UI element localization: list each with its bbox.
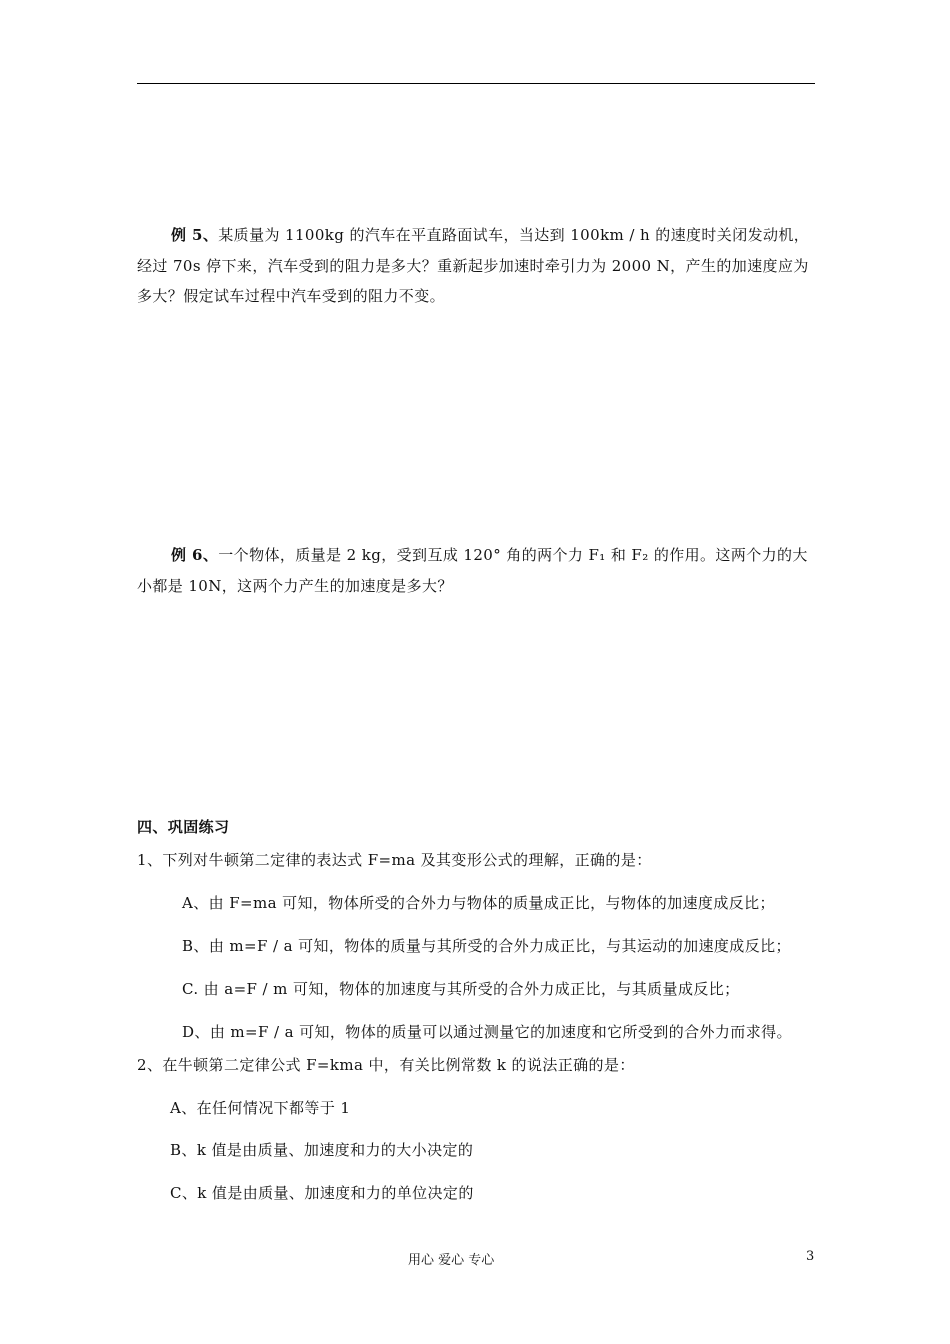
footer-slogan: 用心 爱心 专心: [408, 1253, 495, 1268]
question-1-option-c: C. 由 a=F / m 可知，物体的加速度与其所受的合外力成正比，与其质量成反比；: [182, 980, 740, 998]
page-number: 3: [806, 1249, 815, 1264]
header-rule: [137, 83, 815, 84]
question-2-stem: 2、在牛顿第二定律公式 F=kma 中，有关比例常数 k 的说法正确的是：: [137, 1056, 635, 1074]
example-6: [137, 540, 817, 601]
question-1-option-b: B、由 m=F / a 可知，物体的质量与其所受的合外力成正比，与其运动的加速度成反比；: [182, 937, 791, 955]
example-5-text: 某质量为 1100kg 的汽车在平直路面试车，当达到 100km / h 的速度时关闭发动机，经过 70s 停下来，汽车受到的阻力是多大？重新起步加速时牵引力为 2000 N，产生的加速度应为多大？假定试车过程中汽车受到的阻力不变。: [137, 226, 810, 305]
example-6-text: 一个物体，质量是 2 kg，受到互成 120° 角的两个力 F₁ 和 F₂ 的作用。这两个力的大小都是 10N，这两个力产生的加速度是多大？: [137, 546, 808, 595]
question-2-option-c: C、k 值是由质量、加速度和力的单位决定的: [170, 1184, 474, 1202]
question-1-stem: 1、下列对牛顿第二定律的表达式 F=ma 及其变形公式的理解，正确的是：: [137, 851, 652, 869]
example-5-label: 例 5、: [171, 226, 219, 244]
section-heading: 四、巩固练习: [137, 818, 230, 836]
example-5: [137, 220, 817, 312]
question-1-option-a: A、由 F=ma 可知，物体所受的合外力与物体的质量成正比，与物体的加速度成反比；: [182, 894, 775, 912]
example-6-label: 例 6、: [171, 546, 219, 564]
question-2-option-a: A、在任何情况下都等于 1: [170, 1099, 351, 1117]
question-1-option-d: D、由 m=F / a 可知，物体的质量可以通过测量它的加速度和它所受到的合外力而求得。: [182, 1023, 792, 1041]
question-2-option-b: B、k 值是由质量、加速度和力的大小决定的: [170, 1141, 474, 1159]
